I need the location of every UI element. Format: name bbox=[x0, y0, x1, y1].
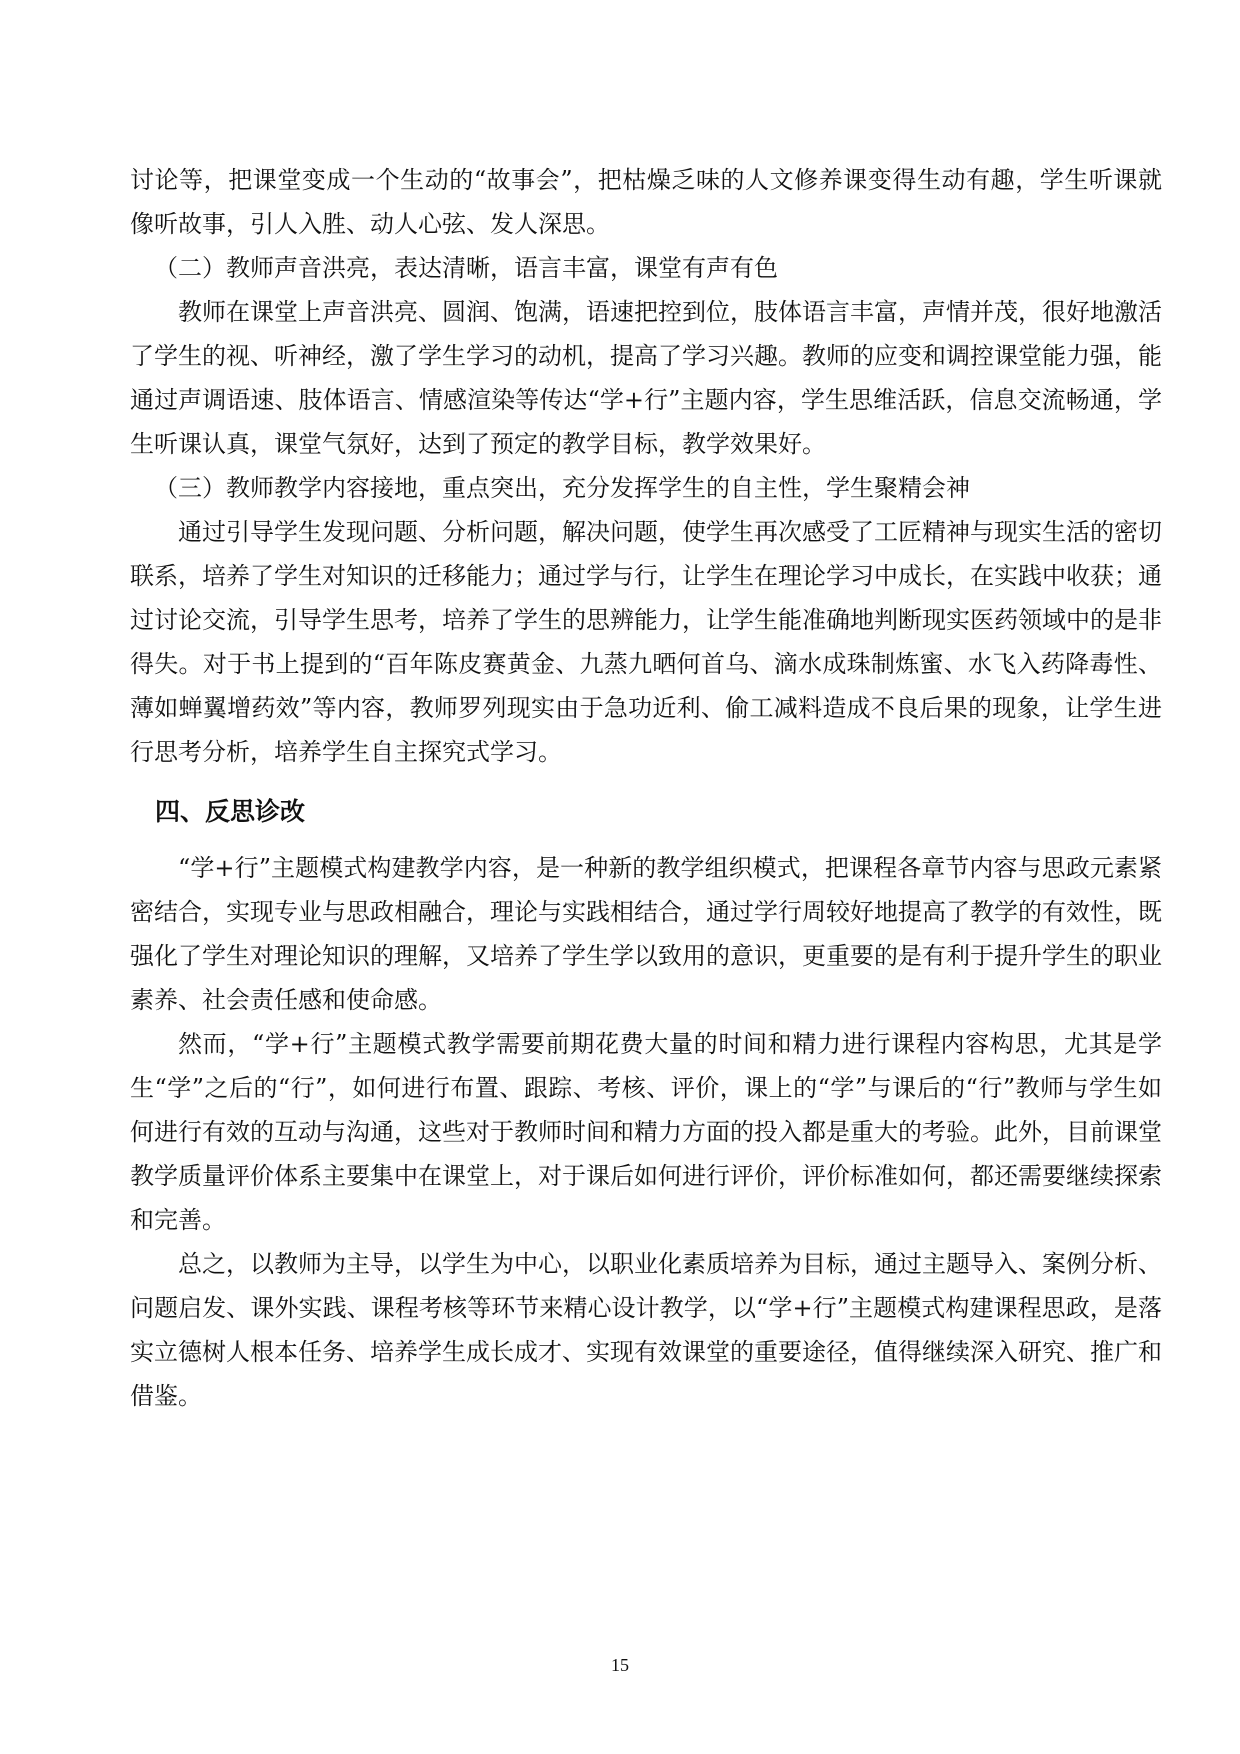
paragraph-continued: 讨论等，把课堂变成一个生动的“故事会”，把枯燥乏味的人文修养课变得生动有趣，学生听课就像听故事，引人入胜、动人心弦、发人深思。 bbox=[130, 166, 1162, 238]
page-number: 15 bbox=[611, 1655, 629, 1675]
subheading-three: （三）教师教学内容接地，重点突出，充分发挥学生的自主性，学生聚精会神 bbox=[154, 474, 970, 502]
section-heading-reflection: 四、反思诊改 bbox=[155, 797, 306, 826]
paragraph-reflection-1: “学+行”主题模式构建教学内容，是一种新的教学组织模式，把课程各章节内容与思政元素紧密结合，实现专业与思政相融合，理论与实践相结合，通过学行周较好地提高了教学的有效性，既强化了学生对理论知识的理解，又培养了学生学以致用的意识，更重要的是有利于提升学生的职业素养、社会责任感和使命感。 bbox=[130, 854, 1162, 1014]
paragraph-reflection-2: 然而，“学+行”主题模式教学需要前期花费大量的时间和精力进行课程内容构思，尤其是学生“学”之后的“行”，如何进行布置、跟踪、考核、评价，课上的“学”与课后的“行”教师与学生如何进行有效的互动与沟通，这些对于教师时间和精力方面的投入都是重大的考验。此外，目前课堂教学质量评价体系主要集中在课堂上，对于课后如何进行评价，评价标准如何，都还需要继续探索和完善。 bbox=[130, 1030, 1162, 1234]
paragraph-content: 通过引导学生发现问题、分析问题，解决问题，使学生再次感受了工匠精神与现实生活的密切联系，培养了学生对知识的迁移能力；通过学与行，让学生在理论学习中成长，在实践中收获；通过讨论交流，引导学生思考，培养了学生的思辨能力，让学生能准确地判断现实医药领域中的是非得失。对于书上提到的“百年陈皮赛黄金、九蒸九晒何首乌、滴水成珠制炼蜜、水飞入药降毒性、薄如蝉翼增药效”等内容，教师罗列现实由于急功近利、偷工减料造成不良后果的现象，让学生进行思考分析，培养学生自主探究式学习。 bbox=[130, 518, 1162, 766]
paragraph-reflection-3: 总之，以教师为主导，以学生为中心，以职业化素质培养为目标，通过主题导入、案例分析、问题启发、课外实践、课程考核等环节来精心设计教学，以“学+行”主题模式构建课程思政，是落实立德树人根本任务、培养学生成长成才、实现有效课堂的重要途径，值得继续深入研究、推广和借鉴。 bbox=[130, 1250, 1162, 1410]
paragraph-voice: 教师在课堂上声音洪亮、圆润、饱满，语速把控到位，肢体语言丰富，声情并茂，很好地激活了学生的视、听神经，激了学生学习的动机，提高了学习兴趣。教师的应变和调控课堂能力强，能通过声调语速、肢体语言、情感渲染等传达“学+行”主题内容，学生思维活跃，信息交流畅通，学生听课认真，课堂气氛好，达到了预定的教学目标，教学效果好。 bbox=[130, 298, 1162, 458]
subheading-two: （二）教师声音洪亮，表达清晰，语言丰富，课堂有声有色 bbox=[154, 254, 778, 282]
page-body bbox=[130, 158, 1162, 1418]
